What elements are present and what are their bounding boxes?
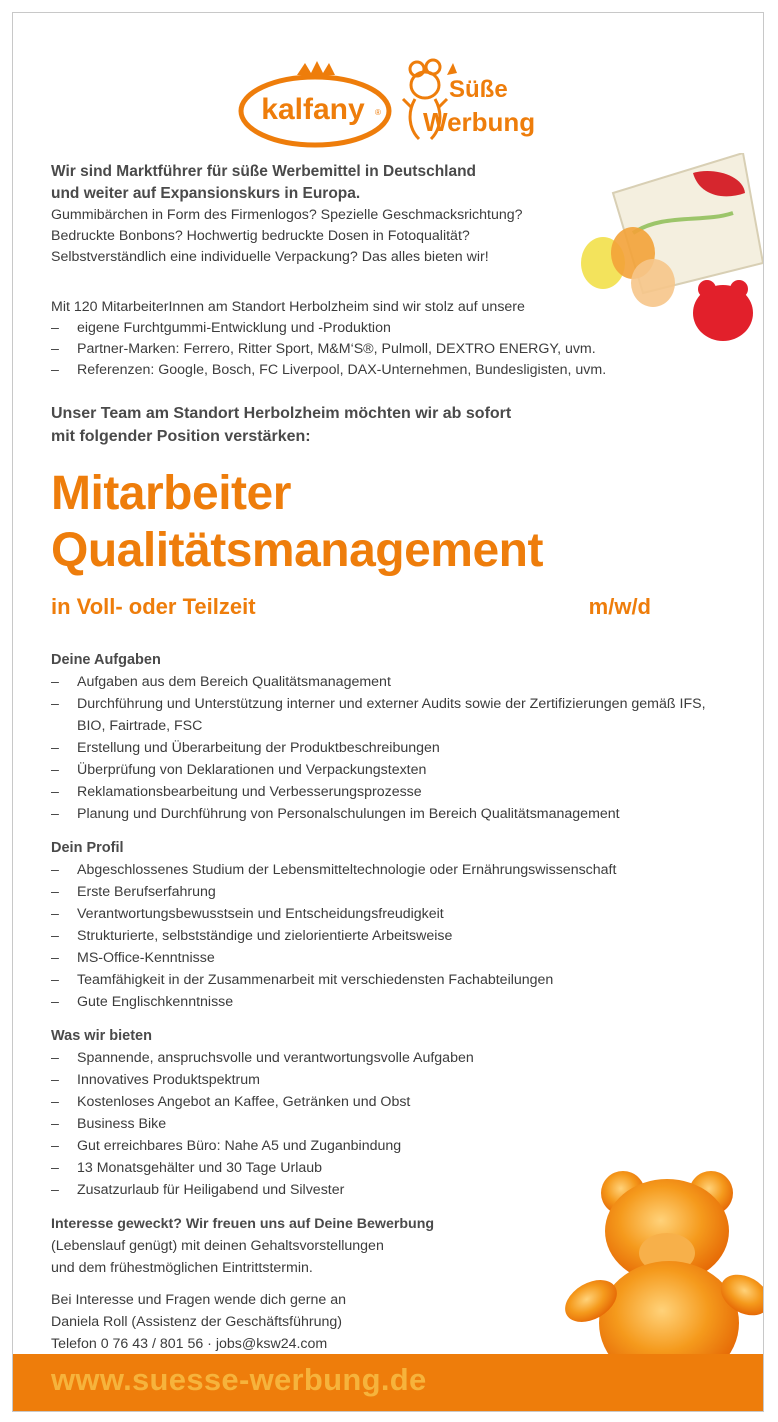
section-heading: Dein Profil: [51, 840, 124, 856]
list-item: – eigene Furchtgummi-Entwicklung und -Produktion: [51, 318, 731, 339]
gender-note: m/w/d: [588, 594, 651, 619]
list-item: – Innovatives Produktspektrum: [51, 1069, 731, 1091]
suesse-wordmark: Süße: [449, 76, 508, 103]
intro-line: Selbstverständlich eine individuelle Verpackung? Das alles bieten wir!: [51, 249, 489, 265]
position-subtitle: [51, 594, 651, 624]
intro-heading-line: und weiter auf Expansionskurs in Europa.: [51, 185, 361, 202]
intro-line: Bedruckte Bonbons? Hochwertig bedruckte Dosen in Fotoqualität?: [51, 228, 470, 244]
werbung-wordmark: Werbung: [423, 107, 536, 137]
list-item: – Business Bike: [51, 1113, 731, 1135]
list-item: – Gut erreichbares Büro: Nahe A5 und Zuganbindung: [51, 1135, 731, 1157]
list-item: – Strukturierte, selbstständige und zielorientierte Arbeitsweise: [51, 925, 731, 947]
list-item: – Kostenloses Angebot an Kaffee, Getränken und Obst: [51, 1091, 731, 1113]
job-ad-page: [12, 12, 764, 1412]
position-title-line2: Qualitätsmanagement: [51, 524, 543, 577]
contact-line: (Lebenslauf genügt) mit deinen Gehaltsvorstellungen: [51, 1238, 384, 1254]
list-item: – Überprüfung von Deklarationen und Verpackungstexten: [51, 759, 731, 781]
intro-block: [51, 161, 581, 268]
footer-bar: [13, 1354, 763, 1411]
list-item: – Durchführung und Unterstützung interner und externer Audits sowie der Zertifizierungen gemäß IFS, BIO, Fairtrade, FSC: [51, 693, 731, 737]
employees-block: [51, 297, 731, 381]
section-profil: [51, 837, 731, 1013]
profil-list: [51, 859, 731, 1013]
aufgaben-list: [51, 671, 731, 825]
section-aufgaben: [51, 649, 731, 825]
list-item: – Zusatzurlaub für Heiligabend und Silvester: [51, 1179, 731, 1201]
list-item: – Referenzen: Google, Bosch, FC Liverpool, DAX-Unternehmen, Bundesligisten, uvm.: [51, 360, 731, 381]
team-heading: Unser Team am Standort Herbolzheim möchten wir ab sofort mit folgender Position verstärken:: [51, 405, 512, 445]
contact-person: Daniela Roll (Assistenz der Geschäftsführung): [51, 1314, 342, 1330]
section-heading: Was wir bieten: [51, 1028, 152, 1044]
section-heading: Deine Aufgaben: [51, 652, 161, 668]
contact-heading: Interesse geweckt? Wir freuen uns auf Deine Bewerbung: [51, 1216, 435, 1232]
suesse-werbung-logo: [401, 55, 551, 145]
list-item: – Verantwortungsbewusstsein und Entscheidungsfreudigkeit: [51, 903, 731, 925]
list-item: – Abgeschlossenes Studium der Lebensmitteltechnologie oder Ernährungswissenschaft: [51, 859, 731, 881]
list-item: – Erste Berufserfahrung: [51, 881, 731, 903]
position-title-line1: Mitarbeiter: [51, 467, 291, 520]
contact-phone-email[interactable]: Telefon 0 76 43 / 801 56 · jobs@ksw24.com: [51, 1336, 328, 1352]
crown-icon: [297, 61, 335, 75]
intro-heading-line: Wir sind Marktführer für süße Werbemittel in Deutschland: [51, 163, 477, 180]
list-item: – 13 Monatsgehälter und 30 Tage Urlaub: [51, 1157, 731, 1179]
kalfany-wordmark: kalfany: [261, 93, 365, 126]
list-item: – Teamfähigkeit in der Zusammenarbeit mit verschiedensten Fachabteilungen: [51, 969, 731, 991]
website-link[interactable]: www.suesse-werbung.de: [51, 1362, 427, 1397]
logo-bar: [235, 49, 545, 149]
kalfany-logo: [235, 49, 395, 149]
contact-line: Bei Interesse und Fragen wende dich gerne an: [51, 1292, 346, 1308]
contact-block: [51, 1213, 571, 1355]
list-item: – MS-Office-Kenntnisse: [51, 947, 731, 969]
list-item: – Reklamationsbearbeitung und Verbesserungsprozesse: [51, 781, 731, 803]
list-item: – Aufgaben aus dem Bereich Qualitätsmanagement: [51, 671, 731, 693]
list-item: – Spannende, anspruchsvolle und verantwortungsvolle Aufgaben: [51, 1047, 731, 1069]
list-item: – Planung und Durchführung von Personalschulungen im Bereich Qualitätsmanagement: [51, 803, 731, 825]
contact-line: und dem frühestmöglichen Eintrittstermin.: [51, 1260, 313, 1276]
list-item: – Gute Englischkenntnisse: [51, 991, 731, 1013]
svg-text:®: ®: [375, 108, 381, 117]
employees-lead: Mit 120 MitarbeiterInnen am Standort Herbolzheim sind wir stolz auf unsere: [51, 299, 525, 315]
intro-line: Gummibärchen in Form des Firmenlogos? Spezielle Geschmacksrichtung?: [51, 207, 523, 223]
position-title: [51, 465, 731, 579]
employment-type: in Voll- oder Teilzeit: [51, 594, 256, 619]
list-item: – Erstellung und Überarbeitung der Produktbeschreibungen: [51, 737, 731, 759]
list-item: – Partner-Marken: Ferrero, Ritter Sport, M&M‘S®, Pulmoll, DEXTRO ENERGY, uvm.: [51, 339, 731, 360]
employees-list: [51, 318, 731, 381]
